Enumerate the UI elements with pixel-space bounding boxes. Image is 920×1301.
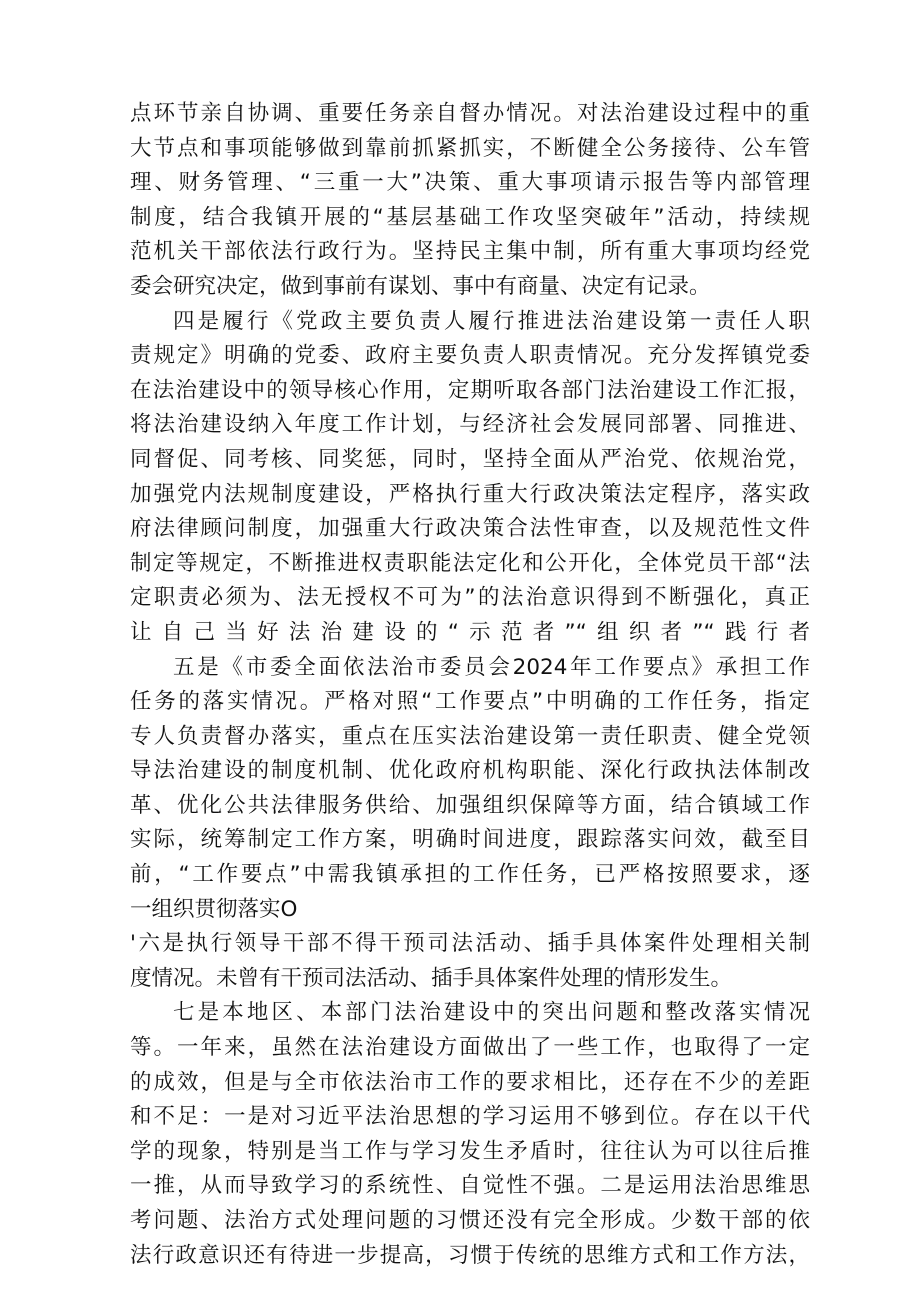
text-line: 考问题、法治方式处理问题的习惯还没有完全形成。少数干部的依 <box>130 1208 810 1233</box>
text-line: '六是执行领导干部不得干预司法活动、插手具体案件处理相关制 <box>130 931 810 957</box>
text-line: 制度，结合我镇开展的“基层基础工作攻坚突破年”活动，持续规 <box>130 204 810 230</box>
text-line: 点环节亲自协调、重要任务亲自督办情况。对法治建设过程中的重 <box>130 101 810 126</box>
text-line: 加强党内法规制度建设，严格执行重大行政决策法定程序，落实政 <box>130 481 810 507</box>
text-line: 府法律顾问制度，加强重大行政决策合法性审查，以及规范性文件 <box>130 516 810 542</box>
text-line: 法行政意识还有待进一步提高，习惯于传统的思维方式和工作方法， <box>130 1242 810 1268</box>
text-line: 的成效，但是与全市依法治市工作的要求相比，还存在不少的差距 <box>130 1069 810 1095</box>
text-line: 将法治建设纳入年度工作计划，与经济社会发展同部署、同推进、 <box>130 412 810 438</box>
text-line: 专人负责督办落实，重点在压实法治建设第一责任职责、健全党领 <box>130 723 810 749</box>
text-line: 度情况。未曾有干预司法活动、插手具体案件处理的情形发生。 <box>130 965 733 991</box>
paragraph-first-line: 五是《市委全面依法治市委员会2024年工作要点》承担工作 <box>173 654 810 680</box>
document-body <box>130 97 810 1273</box>
text-line: 在法治建设中的领导核心作用，定期听取各部门法治建设工作汇报， <box>130 377 810 403</box>
text-line: 导法治建设的制度机制、优化政府机构职能、深化行政执法体制改 <box>130 758 810 784</box>
text-line: 革、优化公共法律服务供给、加强组织保障等方面，结合镇域工作 <box>130 792 810 818</box>
paragraph-first-line: 七是本地区、本部门法治建设中的突出问题和整改落实情况 <box>173 1000 810 1026</box>
text-line: 前，“工作要点”中需我镇承担的工作任务，已严格按照要求，逐 <box>130 862 810 888</box>
text-line: 大节点和事项能够做到靠前抓紧抓实，不断健全公务接待、公车管 <box>130 135 810 161</box>
text-line: 一推，从而导致学习的系统性、自觉性不强。二是运用法治思维思 <box>130 1173 810 1199</box>
text-line: 责规定》明确的党委、政府主要负责人职责情况。充分发挥镇党委 <box>130 343 810 369</box>
text-line: 和不足：一是对习近平法治思想的学习运用不够到位。存在以干代 <box>130 1104 810 1130</box>
text-line: 范机关干部依法行政行为。坚持民主集中制，所有重大事项均经党 <box>130 239 810 265</box>
text-line: 等。一年来，虽然在法治建设方面做出了一些工作，也取得了一定 <box>130 1035 810 1061</box>
paragraph-first-line: 四是履行《党政主要负责人履行推进法治建设第一责任人职 <box>173 308 810 334</box>
text-line: 让自己当好法治建设的“示范者”“组织者”“践行者 <box>130 619 810 645</box>
text-line: 一组织贯彻落实O <box>130 896 298 922</box>
text-line: 同督促、同考核、同奖惩，同时，坚持全面从严治党、依规治党， <box>130 446 810 472</box>
text-line: 定职责必须为、法无授权不可为”的法治意识得到不断强化，真正 <box>130 585 810 611</box>
text-line: 制定等规定，不断推进权责职能法定化和公开化，全体党员干部“法 <box>130 550 810 576</box>
text-line: 学的现象，特别是当工作与学习发生矛盾时，往往认为可以往后推 <box>130 1138 810 1164</box>
text-line: 委会研究决定，做到事前有谋划、事中有商量、决定有记录。 <box>130 273 711 299</box>
text-line: 实际，统筹制定工作方案，明确时间进度，跟踪落实问效，截至目 <box>130 827 810 853</box>
text-line: 理、财务管理、“三重一大”决策、重大事项请示报告等内部管理 <box>130 170 810 196</box>
text-line: 任务的落实情况。严格对照“工作要点”中明确的工作任务，指定 <box>130 689 810 715</box>
